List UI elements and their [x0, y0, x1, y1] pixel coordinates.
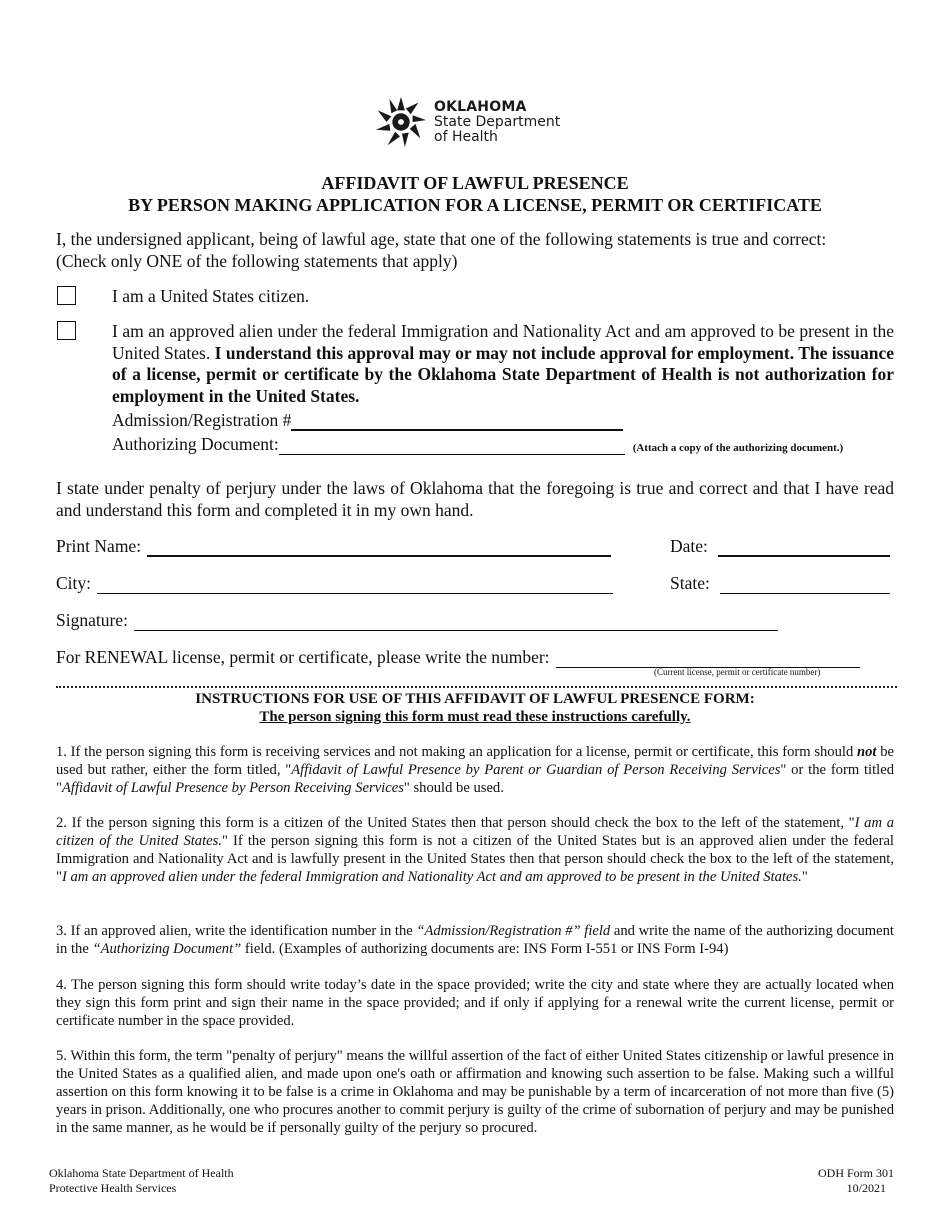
instruction-1-text: " or the form titled ": [56, 762, 894, 796]
form-revision-date: 10/2021: [846, 1181, 886, 1195]
state-row: [670, 572, 890, 594]
penalty-statement: I state under penalty of perjury under the laws of Oklahoma that the foregoing is true and correct and that I have read and understand this form and completed it in my own hand.: [56, 478, 894, 520]
footer-agency: Oklahoma State Department of Health: [49, 1166, 234, 1180]
instruction-4: 4. The person signing this form should write today’s date in the space provided; write the city and state where they are actually located when they sign this form print and sign their name in the space provided; and if only if applying for a renewal write the current license, permit or certificate number in the space provided.: [56, 977, 894, 1029]
intro-line-1: I, the undersigned applicant, being of lawful age, state that one of the following statements is true and correct:: [56, 229, 827, 249]
instruction-2-quote: I am an approved alien under the federal Immigration and Nationality Act and am approved to be present in the United States.: [61, 869, 802, 885]
city-label: City:: [56, 573, 92, 593]
instruction-1-text: be used but rather, either the form titled, ": [56, 744, 894, 778]
renewal-row: [56, 646, 860, 668]
authorizing-document-label: Authorizing Document:: [112, 434, 279, 454]
instruction-1: [56, 743, 894, 797]
admission-input[interactable]: [291, 411, 623, 431]
footer-right: [790, 1166, 894, 1196]
authorizing-document-row: [112, 433, 843, 455]
intro-statement: [56, 229, 894, 272]
date-row: [670, 535, 890, 557]
state-label: State:: [670, 573, 710, 593]
instruction-3-text: and write the name of the authorizing document in the: [56, 923, 894, 957]
instruction-3: [56, 922, 894, 958]
signature-row: [56, 609, 778, 631]
instruction-1-form-title: Affidavit of Lawful Presence by Person Receiving Services: [61, 780, 404, 796]
form-number: ODH Form 301: [817, 1166, 894, 1180]
instruction-3-text: field. (Examples of authorizing documents are: INS Form I-551 or INS Form I-94): [241, 941, 729, 957]
approved-alien-text: I am an approved alien under the federal Immigration and Nationality Act and am approved to be present in the United States.: [112, 321, 894, 363]
city-input[interactable]: [97, 575, 613, 594]
instruction-1-text: 1. If the person signing this form is receiving services and not making an application for a license, permit or certificate, this form should: [56, 744, 857, 760]
instruction-5: 5. Within this form, the term "penalty of perjury" means the willful assertion of the fact of either United States citizenship or lawful presence in the United States as a qualified alien, and made upon one's oath or affirmation and knowing such assertion to be false. Making such a willful assertion on this form knowing it to be false is a crime in Oklahoma and may be punishable by a term of incarceration of not more than five (5) years in prison. Additionally, one who procures another to commit perjury is guilty of the crime of subornation of perjury and may be punished in the same manner, as he would be if personally guilty of the perjury so procured.: [56, 1048, 894, 1136]
logo-line-1: OKLAHOMA: [434, 98, 527, 115]
form-title-line-2: BY PERSON MAKING APPLICATION FOR A LICENSE, PERMIT OR CERTIFICATE: [128, 195, 822, 215]
logo-line-2: State Department: [434, 113, 561, 130]
signature-input[interactable]: [134, 612, 778, 631]
instructions-subheading: The person signing this form must read these instructions carefully.: [259, 709, 691, 725]
approved-alien-checkbox[interactable]: [57, 321, 76, 340]
instruction-2-text: 2. If the person signing this form is a citizen of the United States then that person should check the box to the left of the statement, ": [56, 815, 855, 831]
instruction-2-text: ": [801, 869, 808, 885]
instruction-3-field-name: “Admission/Registration #” field: [416, 923, 611, 939]
date-label: Date:: [670, 536, 708, 556]
citizen-statement: I am a United States citizen.: [112, 286, 310, 306]
renewal-note: (Current license, permit or certificate number): [654, 667, 821, 677]
instruction-1-emphasis: not: [857, 744, 877, 760]
approved-alien-statement: [112, 321, 894, 407]
city-row: [56, 572, 613, 594]
instruction-2-quote: I am a citizen of the United States.: [56, 815, 894, 849]
star-logo-icon: [372, 93, 430, 151]
citizen-checkbox[interactable]: [57, 286, 76, 305]
instructions-heading: INSTRUCTIONS FOR USE OF THIS AFFIDAVIT OF LAWFUL PRESENCE FORM:: [195, 691, 755, 707]
authorizing-document-input[interactable]: [279, 436, 625, 455]
logo-line-3: of Health: [434, 128, 498, 145]
date-input[interactable]: [718, 537, 890, 557]
print-name-label: Print Name:: [56, 536, 142, 556]
admission-label: Admission/Registration #: [112, 410, 292, 430]
form-title-line-1: AFFIDAVIT OF LAWFUL PRESENCE: [321, 173, 629, 193]
print-name-input[interactable]: [147, 537, 611, 557]
signature-label: Signature:: [56, 610, 128, 630]
dotted-divider: [56, 686, 897, 688]
print-name-row: [56, 535, 611, 557]
footer-left: [49, 1166, 234, 1196]
employment-disclaimer: I understand this approval may or may not include approval for employment. The issuance of a license, permit or certificate by the Oklahoma State Department of Health is not authorization for employment in the United States.: [112, 342, 894, 406]
instructions-subheading-wrap: [0, 708, 950, 726]
state-input[interactable]: [720, 575, 890, 594]
instruction-3-text: 3. If an approved alien, write the identification number in the: [56, 923, 417, 939]
instruction-1-form-title: Affidavit of Lawful Presence by Parent or Guardian of Person Receiving Services: [291, 762, 781, 778]
admission-row: [112, 409, 623, 431]
attach-note: (Attach a copy of the authorizing document.): [632, 442, 844, 454]
instruction-2-text: " If the person signing this form is not a citizen of the United States but is an approved alien under the federal Immigration and Nationality Act and is lawfully present in the United States then that person should check the box to the left of the statement, ": [56, 833, 894, 885]
osdh-logo: [372, 92, 592, 152]
instruction-1-text: " should be used.: [403, 780, 504, 796]
instruction-2: [56, 814, 894, 886]
renewal-number-input[interactable]: [556, 649, 860, 668]
instruction-3-field-name: “Authorizing Document”: [92, 941, 242, 957]
renewal-label: For RENEWAL license, permit or certificate, please write the number:: [56, 647, 550, 667]
footer-division: Protective Health Services: [49, 1181, 177, 1195]
intro-line-2: (Check only ONE of the following statements that apply): [56, 250, 458, 271]
